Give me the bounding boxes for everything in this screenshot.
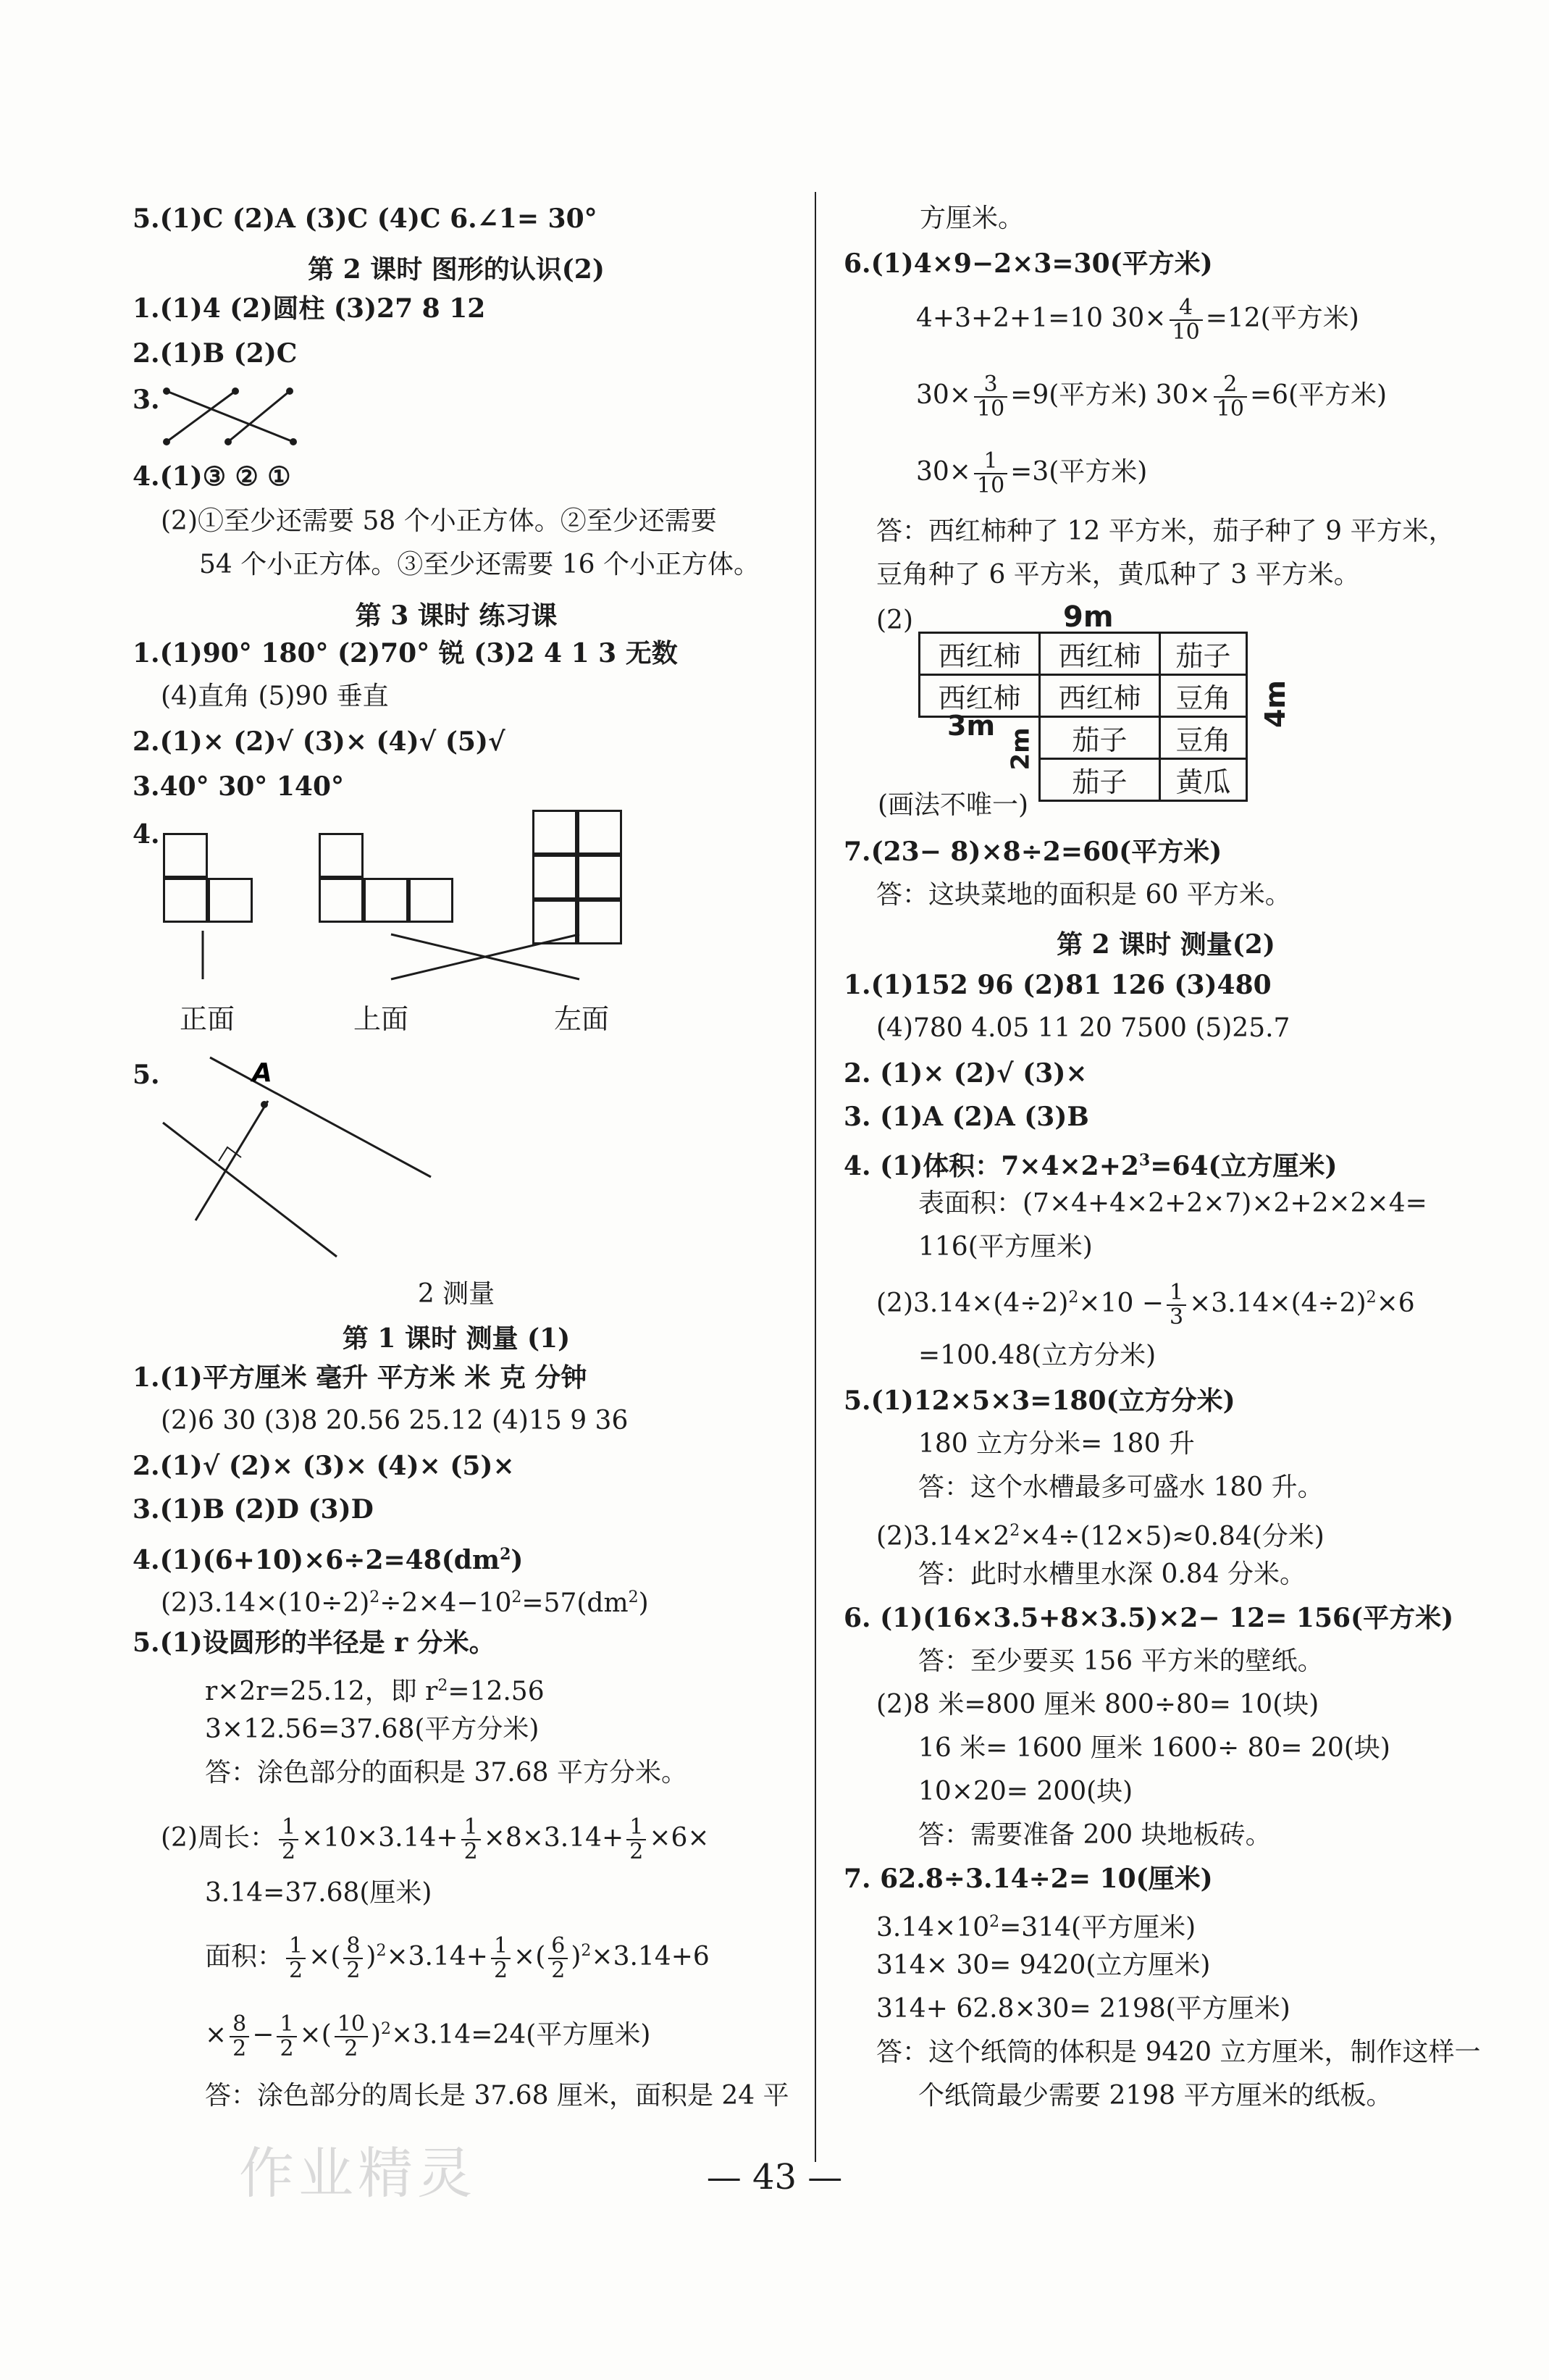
lesson-heading: 第 2 课时 图形的认识(2) [308, 254, 605, 285]
answer-line: (2) [876, 606, 913, 635]
garden-cell: 西红柿 [920, 675, 1040, 717]
left-view-label: 左面 [554, 1003, 610, 1035]
answer-line: 30× $\frac{1}{10}$ =3(平方米) [916, 448, 1148, 498]
answer-line: 3. (1)A (2)A (3)B [844, 1102, 1089, 1132]
answer-line: $(2)3.14\times(4\div 2)^2\times 10$ − $\frac{1}{3}$ $\times 3.14\times(4\div 2)^2\times 6$ [876, 1280, 1415, 1330]
answer-line: 16 米= 1600 厘米 1600÷ 80= 20(块) [918, 1733, 1390, 1763]
answer-line: 答：涂色部分的周长是 37.68 厘米，面积是 24 平 [205, 2081, 789, 2111]
answer-line: 180 立方分米= 180 升 [918, 1429, 1195, 1459]
garden-cell: 西红柿 [1040, 633, 1160, 675]
answer-line: 表面积：(7×4+4×2+2×7)×2+2×2×4= [918, 1189, 1427, 1218]
answer-line: 个纸筒最少需要 2198 平方厘米的纸板。 [918, 2081, 1393, 2111]
garden-cell: 豆角 [1160, 675, 1247, 717]
answer-line: 答：至少要买 156 平方米的壁纸。 [918, 1646, 1324, 1676]
garden-cell: 西红柿 [920, 633, 1040, 675]
answer-line: 30× $\frac{3}{10}$ =9(平方米) 30× $\frac{2}{10}$ =6(平方米) [916, 372, 1388, 422]
answer-line: 2.(1)× (2)√ (3)× (4)√ (5)√ [133, 726, 505, 757]
answer-line: $(2)3.14\times 2^2\times 4\div(12\times 5)\approx 0.84$(分米) [876, 1522, 1325, 1551]
answer-line: (2)8 米=800 厘米 800÷80= 10(块) [876, 1690, 1319, 1719]
answer-line: 3.40° 30° 140° [133, 771, 344, 802]
page-number: — 43 — [706, 2157, 843, 2197]
answer-line: 2.(1)√ (2)× (3)× (4)× (5)× [133, 1451, 515, 1481]
answer-line: 答：此时水槽里水深 0.84 分米。 [918, 1559, 1306, 1589]
dimension-label-3m: 3m [947, 710, 996, 742]
answer-line: 答：涂色部分的面积是 37.68 平方分米。 [205, 1758, 687, 1788]
answer-line: 1.(1)152 96 (2)81 126 (3)480 [844, 970, 1272, 1000]
answer-line: 答：这个纸筒的体积是 9420 立方厘米，制作这样一 [876, 2037, 1481, 2067]
answer-line: 10×20= 200(块) [918, 1777, 1133, 1806]
answer-line: 3×12.56=37.68(平方分米) [205, 1714, 540, 1744]
garden-cell: 豆角 [1160, 717, 1247, 759]
column-divider [815, 192, 816, 2162]
answer-line: 4+3+2+1=10 30× $\frac{4}{10}$ =12(平方米) [916, 295, 1359, 345]
answer-line: 豆角种了 6 平方米，黄瓜种了 3 平方米。 [876, 560, 1360, 590]
answer-line: 2.(1)B (2)C [133, 338, 298, 369]
answer-line: 116(平方厘米) [918, 1232, 1093, 1262]
answer-line: r×2r=25.12，即 $r^2=12.56$ [205, 1677, 545, 1706]
answer-line: 2. (1)× (2)√ (3)× [844, 1058, 1088, 1089]
lesson-heading: 第 2 课时 测量(2) [1057, 929, 1275, 960]
answer-line: 7.(23− 8)×8÷2=60(平方米) [844, 837, 1222, 867]
left-view-grid [532, 810, 622, 944]
dimension-label-4m: 4m [1259, 679, 1292, 729]
answer-line: 方厘米。 [920, 204, 1025, 233]
top-view-grid [319, 833, 453, 923]
answer-line: (2)①至少还需要 58 个小正方体。②至少还需要 [161, 506, 717, 536]
answer-line: 6.(1)4×9−2×3=30(平方米) [844, 248, 1213, 279]
lesson-heading: 第 3 课时 练习课 [355, 600, 558, 631]
perpendicular-lines-diagram [159, 1054, 449, 1271]
answer-line: 5.(1)C (2)A (3)C (4)C 6.∠1= 30° [133, 204, 597, 234]
answer-line: 314× 30= 9420(立方厘米) [876, 1950, 1211, 1980]
answer-line: 4.(1)③ ② ① [133, 461, 291, 492]
garden-cell: 茄子 [1160, 633, 1247, 675]
garden-cell: 黄瓜 [1160, 759, 1247, 801]
unit-heading: 2 测量 [417, 1279, 495, 1309]
answer-line: 3.14=37.68(厘米) [205, 1878, 432, 1908]
answer-line: 答：需要准备 200 块地板砖。 [918, 1820, 1272, 1850]
watermark: 作业精灵 [239, 2141, 477, 2205]
dimension-label-2m: 2m [1006, 727, 1036, 771]
answer-line: 4. (1)体积：$7\times 4\times 2+2^3=64$(立方厘米) [844, 1151, 1338, 1181]
answer-line: 3.(1)B (2)D (3)D [133, 1494, 374, 1525]
answer-line: $4.(1)(6+10)\times 6\div 2=48(dm^2)$ [133, 1545, 524, 1575]
lesson-heading: 第 1 课时 测量 (1) [342, 1323, 571, 1354]
garden-cell: 茄子 [1040, 717, 1160, 759]
answer-line: $3.14\times 10^2=314$(平方厘米) [876, 1913, 1196, 1943]
answer-line: 答：西红柿种了 12 平方米，茄子种了 9 平方米， [876, 516, 1455, 546]
answer-line: (2)6 30 (3)8 20.56 25.12 (4)15 9 36 [161, 1406, 629, 1436]
answer-line: 1.(1)4 (2)圆柱 (3)27 8 12 [133, 293, 486, 324]
answer-line: (2)周长： $\frac{1}{2}$ ×10×3.14+ $\frac{1}{2}$ ×8×3.14+ $\frac{1}{2}$ ×6× [161, 1814, 710, 1864]
point-a-label: A [252, 1058, 272, 1088]
dimension-label-9m: 9m [1063, 600, 1114, 634]
answer-line: 3. [133, 385, 160, 415]
answer-line: 7. 62.8÷3.14÷2= 10(厘米) [844, 1864, 1213, 1894]
answer-line: =100.48(立方分米) [918, 1341, 1156, 1370]
answer-line: $(2)3.14\times(10\div 2)^2\div 2\times 4-10^2=57(dm^2)$ [161, 1588, 649, 1618]
garden-cell: 西红柿 [1040, 675, 1160, 717]
matching-lines-diagram [163, 377, 301, 449]
answer-line: × $\frac{8}{2}$ − $\frac{1}{2}$ ×( $\frac{10}{2}$ )$^2$×3.14=24(平方厘米) [205, 2011, 651, 2061]
answer-line: 54 个小正方体。③至少还需要 16 个小正方体。 [199, 550, 760, 579]
garden-cell: 茄子 [1040, 759, 1160, 801]
answer-line: 6. (1)(16×3.5+8×3.5)×2− 12= 156(平方米) [844, 1603, 1454, 1633]
answer-line: 1.(1)90° 180° (2)70° 锐 (3)2 4 1 3 无数 [133, 638, 678, 669]
answer-line: 5.(1)12×5×3=180(立方分米) [844, 1386, 1235, 1416]
answer-line: 4. [133, 819, 160, 850]
answer-line: (4)780 4.05 11 20 7500 (5)25.7 [876, 1013, 1290, 1043]
answer-line: (画法不唯一) [878, 790, 1029, 820]
top-view-label: 上面 [353, 1003, 409, 1035]
front-view-label: 正面 [180, 1003, 235, 1035]
answer-line: 314+ 62.8×30= 2198(平方厘米) [876, 1994, 1290, 2024]
answer-line: 答：这块菜地的面积是 60 平方米。 [876, 880, 1291, 910]
answer-line: 5. [133, 1060, 160, 1090]
answer-line: 5.(1)设圆形的半径是 r 分米。 [133, 1627, 495, 1658]
view-matching-lines [159, 927, 666, 1000]
answer-line: (4)直角 (5)90 垂直 [161, 682, 389, 711]
answer-line: 答：这个水槽最多可盛水 180 升。 [918, 1472, 1324, 1502]
front-view-grid [163, 833, 253, 923]
answer-line: 1.(1)平方厘米 毫升 平方米 米 克 分钟 [133, 1362, 587, 1393]
answer-line: 面积： $\frac{1}{2}$ ×( $\frac{8}{2}$ )$^2$×3.14+ $\frac{1}{2}$ ×( $\frac{6}{2}$ )$^2$×3.14+6 [205, 1933, 710, 1983]
